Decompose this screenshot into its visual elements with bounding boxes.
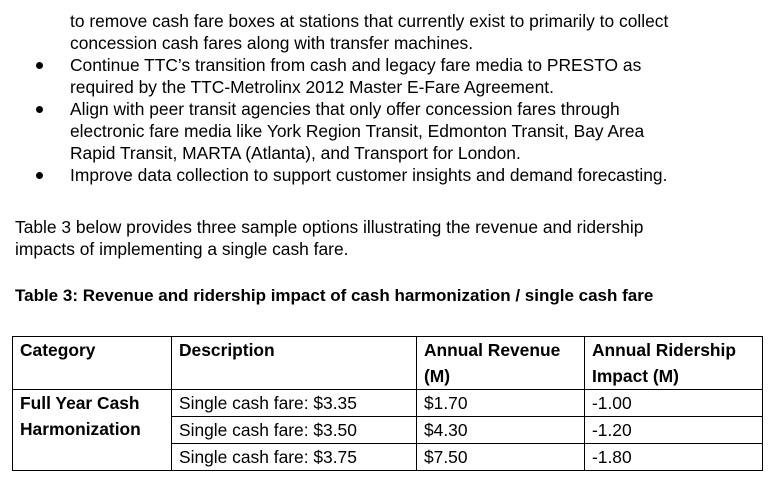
- text-line: electronic fare media like York Region Transit, Edmonton Transit, Bay Area: [70, 121, 645, 141]
- header-annual-revenue: Annual Revenue (M): [417, 337, 585, 390]
- header-category: Category: [13, 337, 172, 390]
- text-line: required by the TTC-Metrolinx 2012 Master E-Fare Agreement.: [70, 77, 554, 97]
- text-line: Table 3 below provides three sample options illustrating the revenue and ridership: [15, 217, 644, 237]
- category-cell: Full Year Cash Harmonization: [13, 390, 172, 471]
- bullet-item: [0, 98, 778, 164]
- intro-paragraph: [15, 216, 643, 260]
- table-row: [13, 390, 763, 417]
- text-line: to remove cash fare boxes at stations that currently exist to primarily to collect: [70, 11, 669, 31]
- revenue-ridership-table: [12, 336, 763, 471]
- bullet-icon: [36, 62, 43, 69]
- table-title: Table 3: Revenue and ridership impact of cash harmonization / single cash fare: [15, 286, 654, 305]
- revenue-cell: $1.70: [417, 390, 585, 417]
- description-cell: Single cash fare: $3.75: [172, 444, 417, 471]
- revenue-cell: $7.50: [417, 444, 585, 471]
- table-header-row: [13, 337, 763, 390]
- bullet-icon: [36, 172, 43, 179]
- ridership-cell: -1.80: [585, 444, 763, 471]
- text-line: Improve data collection to support customer insights and demand forecasting.: [70, 165, 668, 185]
- header-annual-ridership: Annual Ridership Impact (M): [585, 337, 763, 390]
- bullet-icon: [36, 106, 43, 113]
- text-line: concession cash fares along with transfer machines.: [70, 33, 474, 53]
- text-line: impacts of implementing a single cash fare.: [15, 239, 349, 259]
- text-line: Rapid Transit, MARTA (Atlanta), and Transport for London.: [70, 143, 521, 163]
- text-line: Continue TTC’s transition from cash and legacy fare media to PRESTO as: [70, 55, 642, 75]
- description-cell: Single cash fare: $3.50: [172, 417, 417, 444]
- ridership-cell: -1.00: [585, 390, 763, 417]
- bullet-item: [0, 54, 778, 98]
- text-line: Align with peer transit agencies that only offer concession fares through: [70, 99, 620, 119]
- ridership-cell: -1.20: [585, 417, 763, 444]
- header-description: Description: [172, 337, 417, 390]
- continued-bullet-text: [70, 10, 668, 54]
- bullet-list: [0, 54, 778, 186]
- description-cell: Single cash fare: $3.35: [172, 390, 417, 417]
- bullet-item: [0, 164, 778, 186]
- revenue-cell: $4.30: [417, 417, 585, 444]
